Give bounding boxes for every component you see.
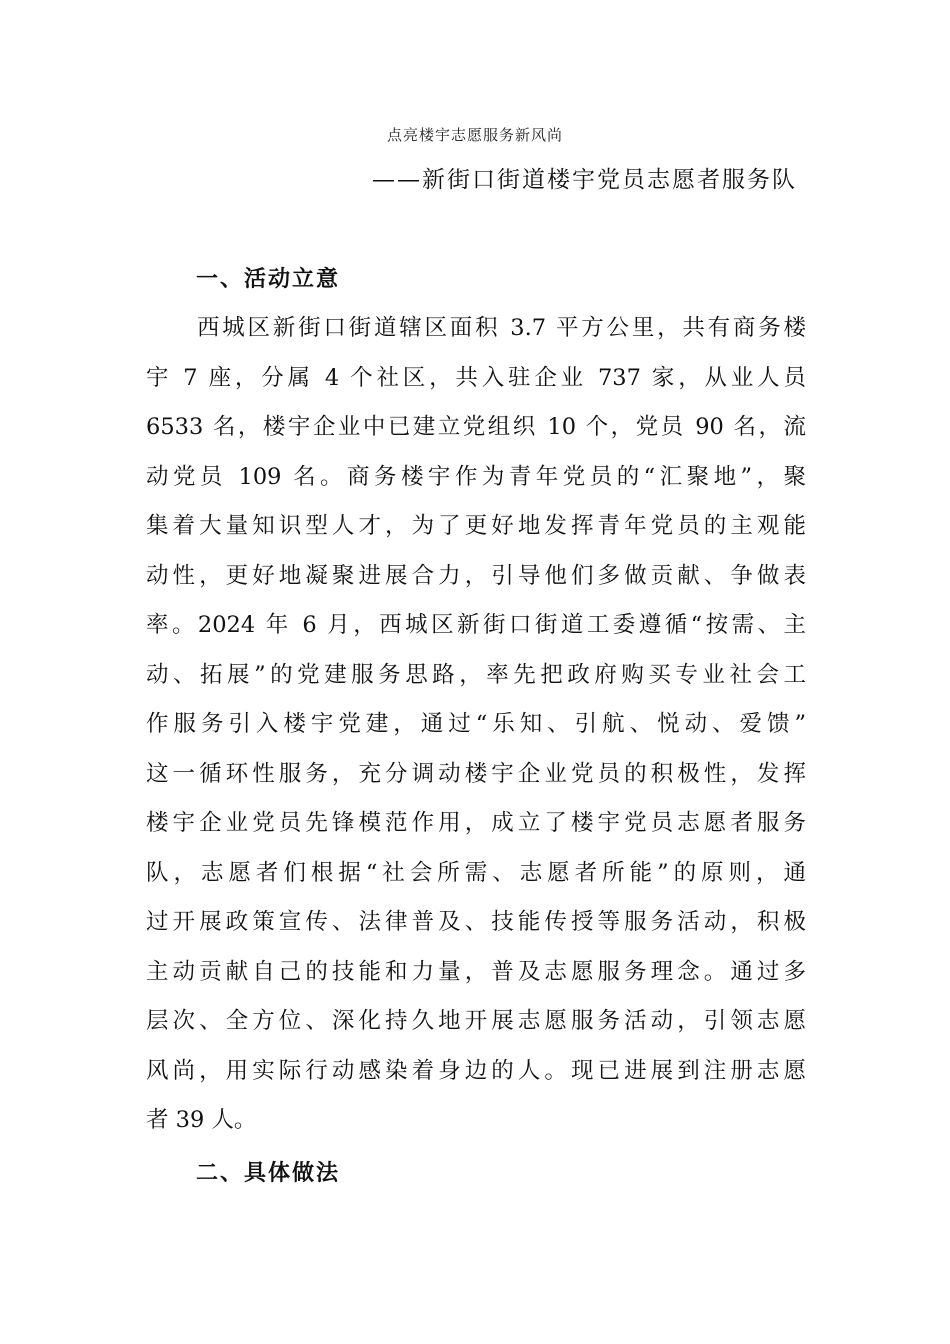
paragraph-line: 6533 名，楼宇企业中已建立党组织 10 个，党员 90 名，流: [146, 414, 806, 440]
document-title: 点亮楼宇志愿服务新风尚: [386, 126, 563, 144]
paragraph-line: 风尚，用实际行动感染着身边的人。现已进展到注册志愿: [146, 1057, 806, 1084]
document-subtitle: ——新街口街道楼宇党员志愿者服务队: [372, 167, 797, 193]
paragraph-line: 者 39 人。: [146, 1107, 257, 1133]
paragraph-line: 动、拓展”的党建服务思路，率先把政府购买专业社会工: [146, 661, 806, 688]
paragraph-line: 西城区新街口街道辖区面积 3.7 平方公里，共有商务楼: [197, 315, 806, 341]
paragraph-line: 作服务引入楼宇党建，通过“乐知、引航、悦动、爱馈”: [146, 711, 806, 737]
paragraph-line: 率。2024 年 6 月，西城区新街口街道工委遵循“按需、主: [146, 612, 806, 638]
paragraph-line: 宇 7 座，分属 4 个社区，共入驻企业 737 家，从业人员: [146, 364, 806, 391]
section-heading-2: 二、具体做法: [196, 1161, 341, 1186]
paragraph-line: 楼宇企业党员先锋模范作用，成立了楼宇党员志愿者服务: [146, 810, 806, 836]
section-heading-1: 一、活动立意: [196, 267, 341, 292]
paragraph-line: 队，志愿者们根据“社会所需、志愿者所能”的原则，通: [146, 859, 806, 886]
paragraph-line: 过开展政策宣传、法律普及、技能传授等服务活动，积极: [146, 909, 806, 935]
paragraph-line: 主动贡献自己的技能和力量，普及志愿服务理念。通过多: [146, 958, 806, 985]
paragraph-line: 这一循环性服务，充分调动楼宇企业党员的积极性，发挥: [146, 760, 806, 787]
paragraph-line: 动性，更好地凝聚进展合力，引导他们多做贡献、争做表: [146, 562, 806, 589]
paragraph-line: 集着大量知识型人才，为了更好地发挥青年党员的主观能: [146, 513, 806, 539]
paragraph-line: 动党员 109 名。商务楼宇作为青年党员的“汇聚地”，聚: [146, 463, 806, 490]
section-1-paragraph: [146, 304, 806, 1146]
paragraph-line: 层次、全方位、深化持久地开展志愿服务活动，引领志愿: [146, 1008, 806, 1034]
